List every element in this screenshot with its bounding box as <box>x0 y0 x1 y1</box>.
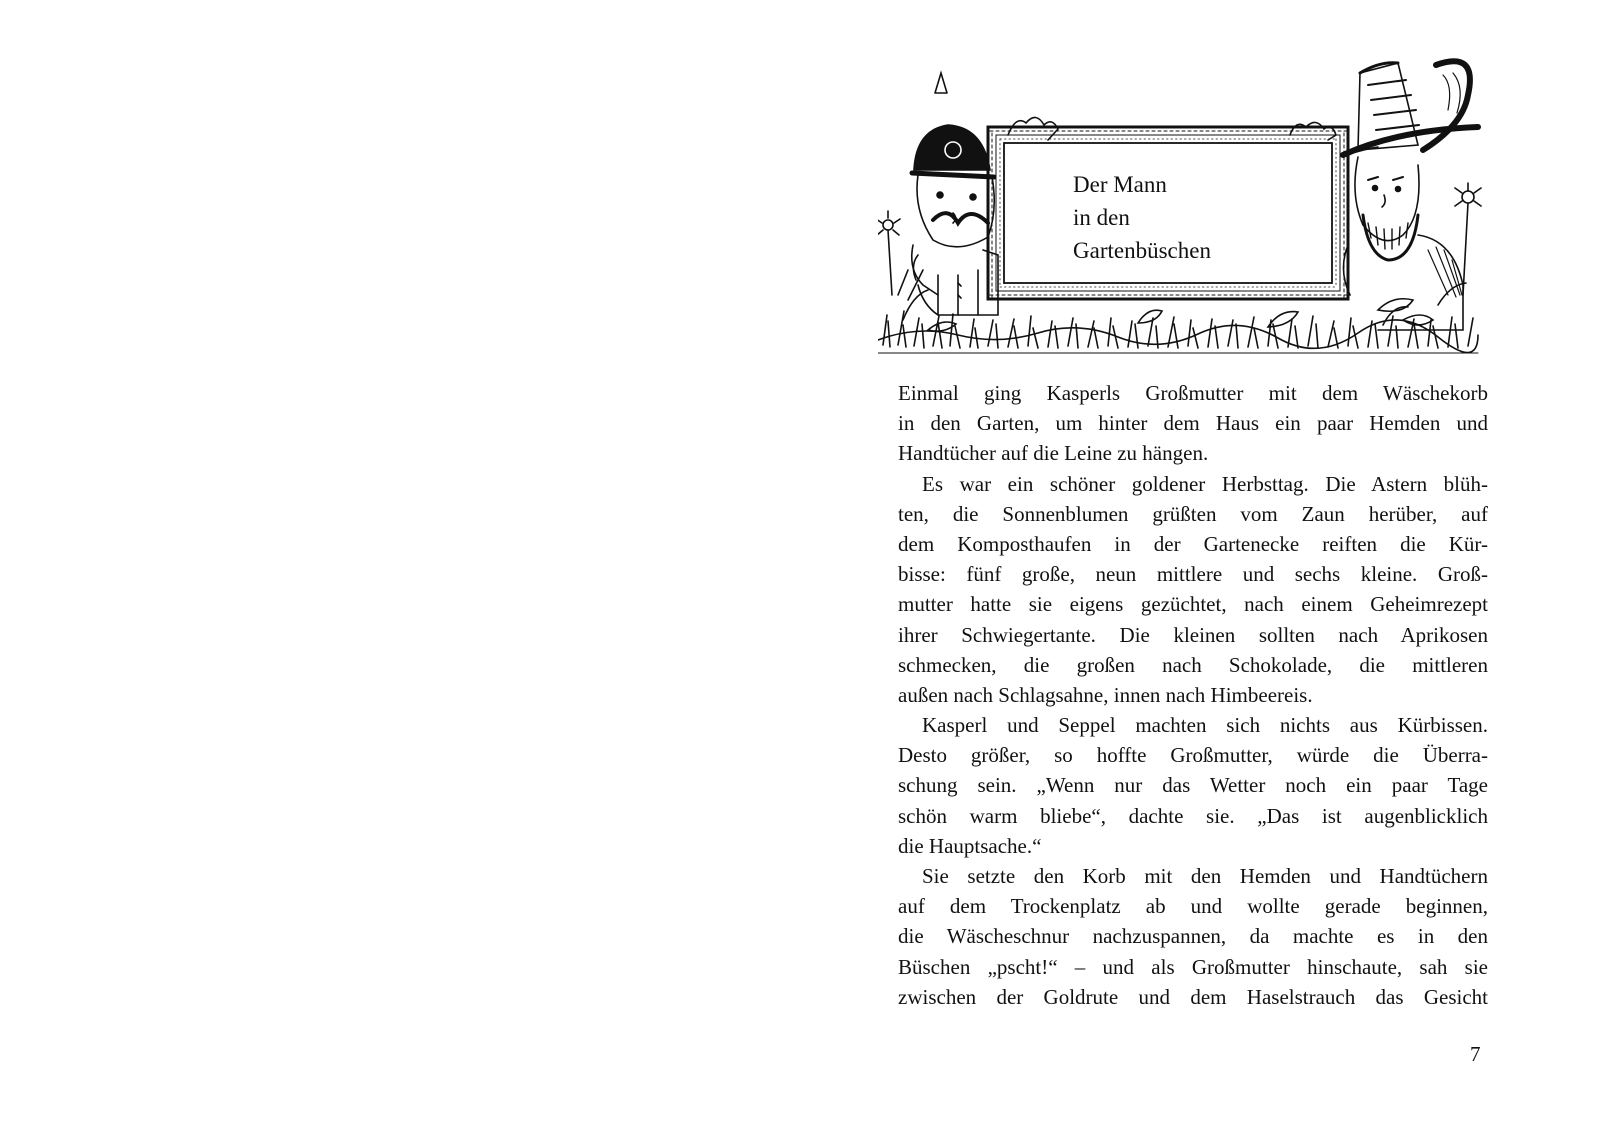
body-line: Kasperl und Seppel machten sich nichts aus Kürbissen. <box>922 713 1488 738</box>
body-line: ihrer Schwiegertante. Die kleinen sollten nach Aprikosen <box>898 622 1488 647</box>
body-line: bisse: fünf große, neun mittlere und sechs kleine. Groß- <box>898 562 1488 587</box>
body-line: mutter hatte sie eigens gezüchtet, nach einem Geheimrezept <box>898 592 1488 617</box>
page-number: 7 <box>1470 1042 1481 1066</box>
kasperl-character-icon <box>898 73 998 315</box>
body-line: auf dem Trockenplatz ab und wollte gerade beginnen, <box>898 894 1488 919</box>
body-line: schung sein. „Wenn nur das Wetter noch ein paar Tage <box>898 773 1488 798</box>
body-line: Es war ein schöner goldener Herbsttag. Die Astern blüh- <box>922 471 1488 496</box>
hand-icon <box>1008 117 1336 140</box>
body-line: schmecken, die großen nach Schokolade, die mittleren <box>898 652 1488 677</box>
grass-icon <box>878 283 1478 353</box>
body-line: Einmal ging Kasperls Großmutter mit dem Wäschekorb <box>898 381 1488 405</box>
leaf-icon <box>928 299 1433 331</box>
chapter-title-line: in den <box>1073 205 1130 230</box>
body-line: die Hauptsache.“ <box>898 833 1042 858</box>
body-line: schön warm bliebe“, dachte sie. „Das ist augenblicklich <box>898 803 1488 828</box>
flower-icon <box>1455 183 1481 295</box>
chapter-title-line: Gartenbüschen <box>1073 238 1211 263</box>
body-line: Sie setzte den Korb mit den Hemden und Handtüchern <box>922 864 1488 888</box>
chapter-body-text <box>898 378 1488 1012</box>
body-line: in den Garten, um hinter dem Haus ein paar Hemden und <box>898 411 1488 436</box>
body-line: Büschen „pscht!“ – und als Großmutter hinschaute, sah sie <box>898 954 1488 979</box>
body-line: zwischen der Goldrute und dem Haselstrauch das Gesicht <box>898 984 1488 1009</box>
chapter-title <box>1073 168 1303 267</box>
body-line: ten, die Sonnenblumen grüßten vom Zaun herüber, auf <box>898 501 1488 526</box>
flower-icon <box>878 211 900 295</box>
body-line: die Wäscheschnur nachzuspannen, da machte es in den <box>898 924 1488 949</box>
body-line: dem Komposthaufen in der Gartenecke reiften die Kür- <box>898 531 1488 556</box>
body-line: Handtücher auf die Leine zu hängen. <box>898 441 1209 466</box>
chapter-title-line: Der Mann <box>1073 172 1167 197</box>
seppel-character-icon <box>1343 61 1478 330</box>
body-line: außen nach Schlagsahne, innen nach Himbeereis. <box>898 682 1313 707</box>
body-line: Desto größer, so hoffte Großmutter, würde die Überra- <box>898 743 1488 768</box>
